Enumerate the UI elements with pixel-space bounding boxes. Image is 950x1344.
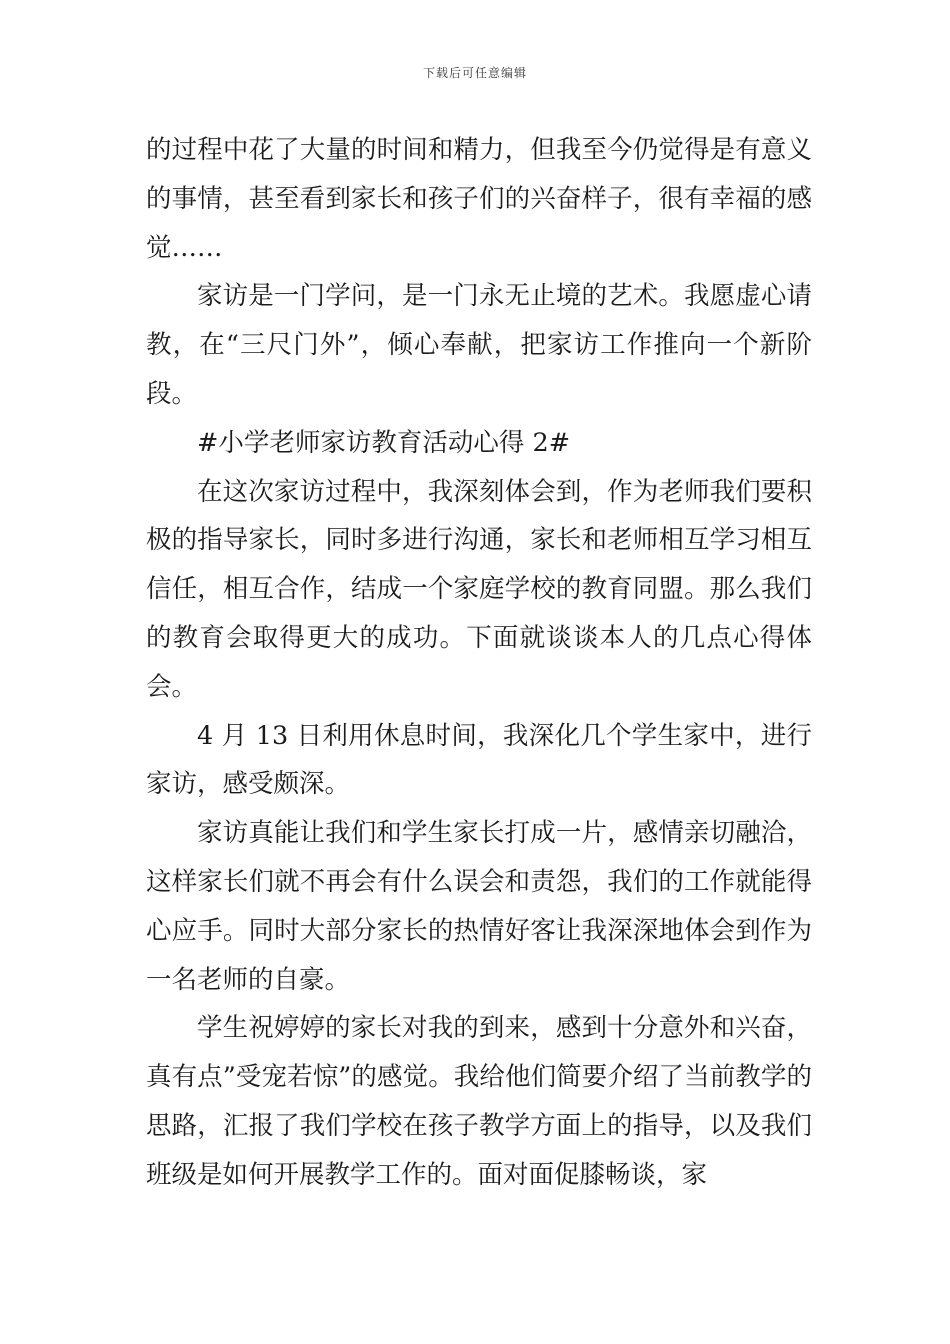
paragraph-5: 家访真能让我们和学生家长打成一片，感情亲切融洽，这样家长们就不再会有什么误会和责怨，我们的工作就能得心应手。同时大部分家长的热情好客让我深深地体会到作为一名老师的自豪。 <box>146 818 812 995</box>
paragraph-6: 学生祝婷婷的家长对我的到来，感到十分意外和兴奋，真有点”受宠若惊”的感觉。我给他们简要介绍了当前教学的思路，汇报了我们学校在孩子教学方面上的指导，以及我们班级是如何开展教学工作的。面对面促膝畅谈，家 <box>146 1013 812 1190</box>
paragraph-1: 的过程中花了大量的时间和精力，但我至今仍觉得是有意义的事情，甚至看到家长和孩子们的兴奋样子，很有幸福的感觉…… <box>146 135 812 263</box>
page-header: 下载后可任意编辑 <box>422 66 527 80</box>
paragraph-3: 在这次家访过程中，我深刻体会到，作为老师我们要积极的指导家长，同时多进行沟通，家长和老师相互学习相互信任，相互合作，结成一个家庭学校的教育同盟。那么我们的教育会取得更大的成功。下面就谈谈本人的几点心得体会。 <box>146 476 812 702</box>
document-body <box>146 126 812 1200</box>
section-heading: #小学老师家访教育活动心得 2# <box>197 427 571 458</box>
paragraph-4: 4 月 13 日利用休息时间，我深化几个学生家中，进行家访，感受颇深。 <box>146 720 812 800</box>
paragraph-2: 家访是一门学问，是一门永无止境的艺术。我愿虚心请教，在“三尺门外”，倾心奉献，把家访工作推向一个新阶段。 <box>146 281 812 409</box>
